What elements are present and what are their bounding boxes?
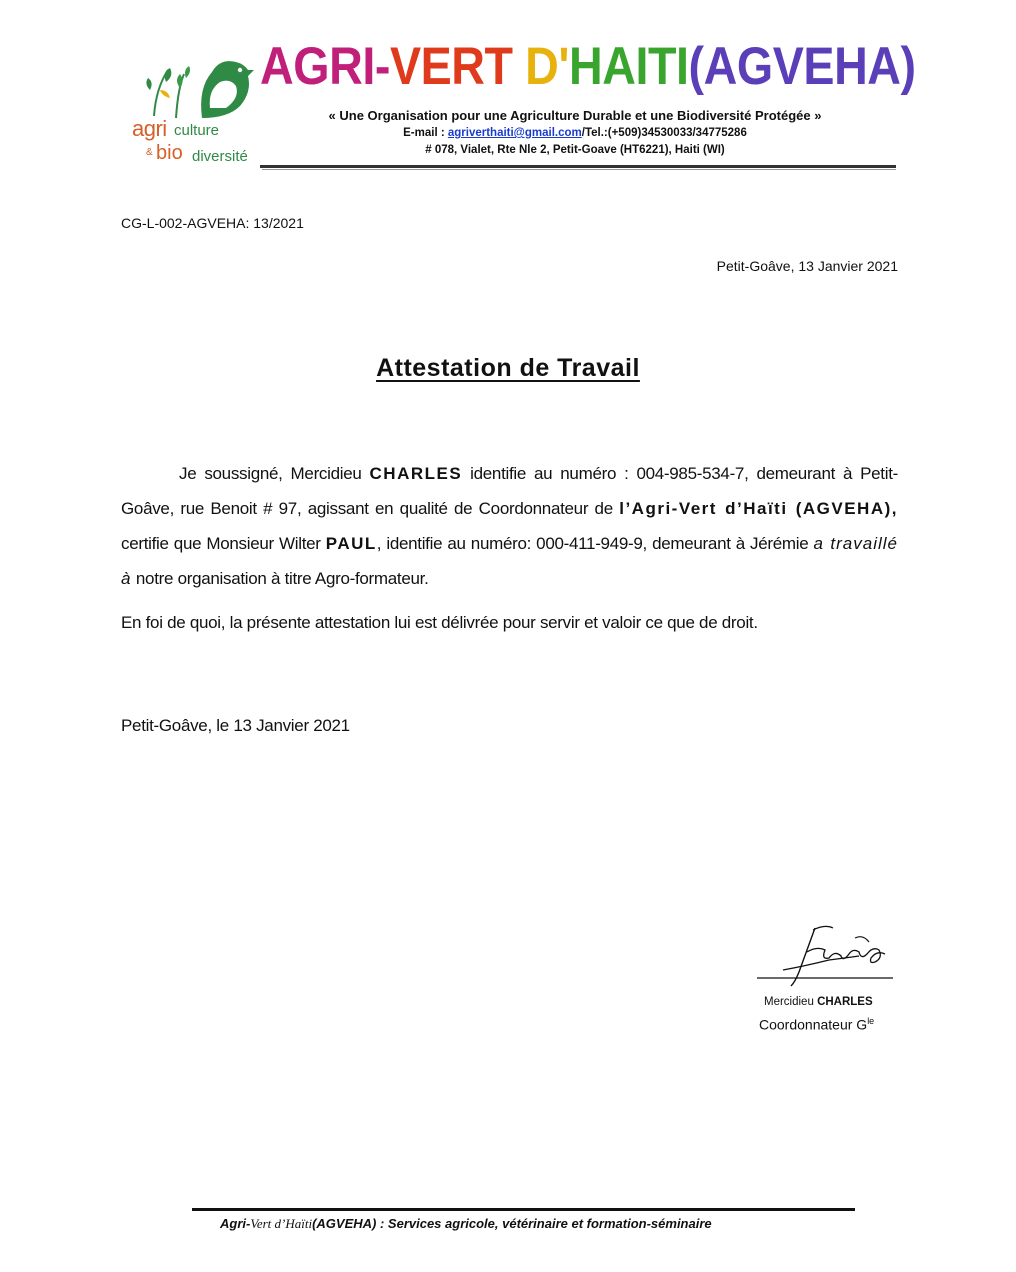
organization-name-part: D' (525, 37, 569, 96)
italic-phrase: a travaillé à (121, 534, 899, 588)
logo-culture-text: culture (174, 122, 220, 139)
document-title (0, 354, 1016, 383)
signer-name (764, 996, 873, 1008)
signer-first-name: Mercidieu (764, 996, 818, 1008)
document-title-text: Attestation de Travail (376, 354, 640, 382)
contact-phone: /Tel.:(+509)34530033/34775286 (581, 127, 747, 139)
bird-plant-logo-icon (140, 48, 255, 120)
organization-name-part: AGRI- (260, 37, 390, 96)
organization-reference: l’Agri-Vert d’Haïti (AGVEHA), (619, 499, 898, 518)
footer-text-serif: Vert d’Haïti (250, 1216, 313, 1231)
paragraph-text: certifie que Monsieur Wilter (121, 534, 326, 553)
header-divider-shadow (262, 169, 896, 170)
organization-address: # 078, Vialet, Rte Nle 2, Petit-Goave (HT6221), Haiti (WI) (425, 144, 725, 156)
organization-name-part: HAITI (568, 37, 689, 96)
email-link[interactable]: agriverthaiti@gmail.com (447, 127, 582, 139)
signer-title (759, 1016, 874, 1033)
document-date: Petit-Goâve, 13 Janvier 2021 (716, 258, 898, 274)
signer-title-superscript: le (867, 1016, 875, 1026)
paragraph-attestation (121, 456, 898, 596)
organization-logo (130, 48, 265, 166)
document-reference: CG-L-002-AGVEHA: 13/2021 (121, 215, 304, 231)
contact-prefix: E-mail : (403, 127, 448, 139)
paragraph-text: Je soussigné, Mercidieu (179, 464, 370, 483)
signer-surname: CHARLES (369, 464, 463, 483)
logo-bio-text: bio (156, 142, 183, 164)
paragraph-text: notre organisation à titre Agro-formateur. (131, 569, 429, 588)
contact-line (265, 127, 885, 139)
header-divider (260, 165, 896, 168)
letterhead (130, 37, 916, 170)
logo-diversite-text: diversité (192, 148, 248, 165)
paragraph-text: identifie au numéro : 004-985-534-7, demeurant à Petit-Goâve, rue Benoit # 97, agissant en qualité de Coordonnateur de (121, 464, 898, 518)
paragraph-text: , identifie au numéro: 000-411-949-9, demeurant à Jérémie (376, 534, 814, 553)
handwritten-signature (755, 920, 905, 992)
signer-last-name: CHARLES (817, 996, 873, 1008)
employee-surname: PAUL (325, 534, 377, 553)
closing-date: Petit-Goâve, le 13 Janvier 2021 (121, 716, 350, 735)
organization-tagline: « Une Organisation pour une Agriculture Durable et une Biodiversité Protégée » (328, 108, 822, 123)
logo-agri-text: agri (132, 116, 167, 141)
paragraph-closing: En foi de quoi, la présente attestation lui est délivrée pour servir et valoir ce que de droit. (121, 613, 758, 632)
organization-name-part: VERT (389, 37, 526, 96)
footer-divider (192, 1208, 855, 1211)
footer-text: (AGVEHA) : Services agricole, vétérinaire et formation-séminaire (312, 1216, 712, 1231)
signer-title-text: Coordonnateur G (759, 1016, 868, 1033)
footer-text: Agri- (220, 1216, 251, 1231)
logo-amp-text: & (146, 147, 153, 158)
document-body (121, 456, 898, 640)
page-footer (220, 1216, 712, 1232)
organization-name (260, 36, 916, 97)
organization-name-part: (AGVEHA) (688, 37, 916, 96)
